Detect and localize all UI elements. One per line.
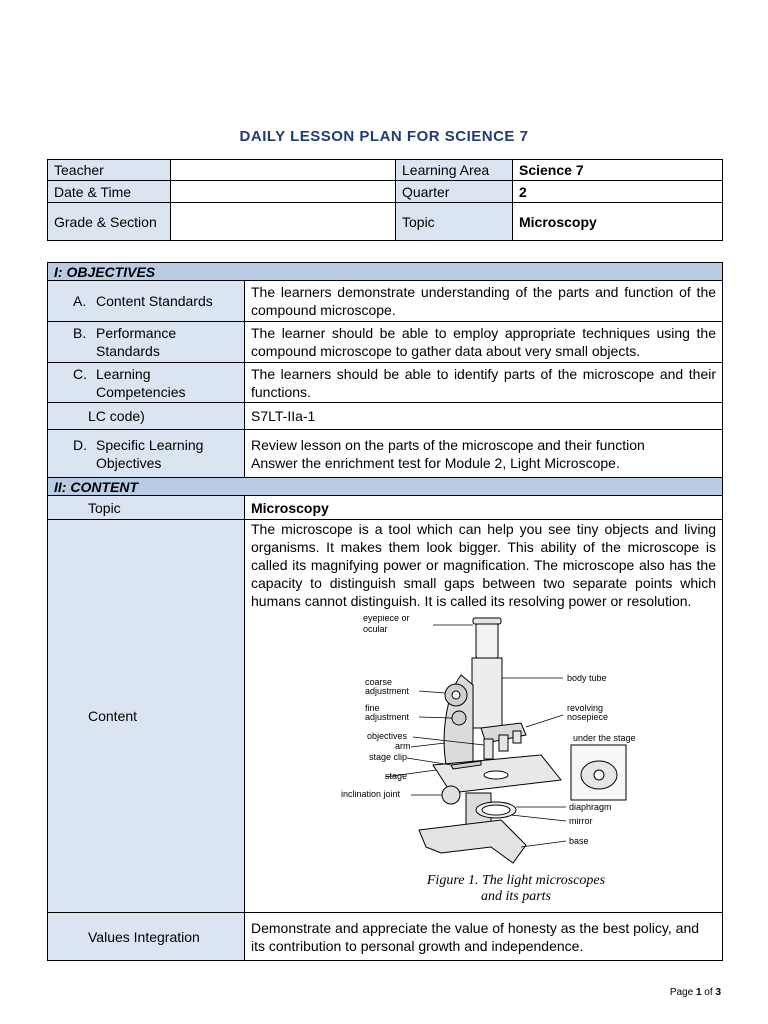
learning-area-label: Learning Area bbox=[396, 160, 513, 181]
label-inclination-joint: inclination joint bbox=[341, 789, 401, 799]
letter-a: A. bbox=[73, 293, 87, 309]
specific-objective-1: Review lesson on the parts of the microscope and their function bbox=[251, 436, 645, 453]
label-fine-2: adjustment bbox=[365, 712, 410, 722]
letter-d: D. bbox=[73, 436, 87, 453]
content-label: Content bbox=[48, 520, 245, 913]
teacher-label: Teacher bbox=[48, 160, 171, 181]
microscope-diagram bbox=[341, 615, 691, 870]
content-standards-text: The learners demonstrate understanding of the parts and function of the compound microscope. bbox=[245, 281, 723, 322]
specific-objectives-label-cell bbox=[48, 430, 245, 478]
label-coarse-1: coarse bbox=[365, 677, 393, 687]
label-stage-clip: stage clip bbox=[369, 752, 408, 762]
document-title: DAILY LESSON PLAN FOR SCIENCE 7 bbox=[239, 128, 529, 145]
content-topic-label: Topic bbox=[48, 496, 245, 520]
label-fine-1: fine bbox=[365, 703, 380, 713]
figure-caption-line-1: Figure 1. The light microscopes bbox=[426, 873, 606, 888]
content-cell bbox=[245, 520, 723, 913]
header-table bbox=[47, 159, 723, 241]
date-time-value bbox=[171, 181, 396, 203]
lc-code-value: S7LT-IIa-1 bbox=[245, 403, 723, 430]
label-ocular: ocular bbox=[363, 624, 388, 634]
learning-competencies-text: The learners should be able to identify parts of the microscope and their functions. bbox=[245, 363, 723, 403]
performance-standards-text: The learner should be able to employ appropriate techniques using the compound microscope to gather data about very small objects. bbox=[245, 322, 723, 363]
label-coarse-2: adjustment bbox=[365, 686, 410, 696]
values-integration-text: Demonstrate and appreciate the value of honesty as the best policy, and its contribution to personal growth and independence. bbox=[245, 913, 723, 961]
lesson-table bbox=[47, 262, 723, 961]
label-objectives: objectives bbox=[367, 731, 408, 741]
label-body-tube: body tube bbox=[567, 673, 607, 683]
page-mid: of bbox=[701, 987, 716, 998]
values-integration-label: Values Integration bbox=[48, 913, 245, 961]
microscope-figure bbox=[341, 615, 691, 910]
label-diaphragm: diaphragm bbox=[569, 802, 612, 812]
performance-standards-label: Performance Standards bbox=[96, 325, 177, 359]
content-topic-value: Microscopy bbox=[245, 496, 723, 520]
label-mirror: mirror bbox=[569, 816, 593, 826]
topic-label: Topic bbox=[396, 203, 513, 241]
label-revolving-2: nosepiece bbox=[567, 712, 609, 722]
learning-area-value: Science 7 bbox=[513, 160, 723, 181]
page-total: 3 bbox=[715, 987, 721, 998]
label-under-stage: under the stage bbox=[573, 733, 636, 743]
teacher-value bbox=[171, 160, 396, 181]
grade-section-label: Grade & Section bbox=[48, 203, 171, 241]
topic-value: Microscopy bbox=[513, 203, 723, 241]
objectives-section-header: I: OBJECTIVES bbox=[48, 263, 723, 281]
content-text: The microscope is a tool which can help you see tiny objects and living organisms. It makes them look bigger. This ability of the microscope is called its magnifying power or magnification. The microscope also has the capacity to distinguish small gaps between two separate points which humans cannot distinguish. It is called its resolving power or resolution. bbox=[251, 521, 717, 609]
specific-objectives-label: Specific Learning Objectives bbox=[96, 436, 204, 471]
learning-competencies-label-cell bbox=[48, 363, 245, 403]
lc-code-label: LC code) bbox=[48, 403, 245, 430]
label-arm: arm bbox=[395, 741, 411, 751]
content-standards-label-cell bbox=[48, 281, 245, 322]
specific-objective-2: Answer the enrichment test for Module 2, Light Microscope. bbox=[251, 454, 620, 471]
label-revolving-1: revolving bbox=[567, 703, 604, 713]
learning-competencies-label: Learning Competencies bbox=[96, 365, 186, 400]
quarter-value: 2 bbox=[513, 181, 723, 203]
page-footer bbox=[670, 987, 721, 998]
letter-b: B. bbox=[73, 325, 87, 341]
figure-caption-line-2: and its parts bbox=[480, 889, 551, 904]
quarter-label: Quarter bbox=[396, 181, 513, 203]
specific-objectives-text-cell bbox=[245, 430, 723, 478]
performance-standards-label-cell bbox=[48, 322, 245, 363]
page-number: 1 bbox=[695, 987, 702, 998]
label-eyepiece: eyepiece or bbox=[363, 615, 410, 623]
content-standards-label: Content Standards bbox=[96, 293, 213, 309]
page-prefix: Page bbox=[669, 987, 696, 998]
letter-c: C. bbox=[73, 365, 87, 382]
content-section-header: II: CONTENT bbox=[48, 478, 723, 496]
grade-section-value bbox=[171, 203, 396, 241]
date-time-label: Date & Time bbox=[48, 181, 171, 203]
label-base: base bbox=[569, 836, 589, 846]
label-stage: stage bbox=[385, 771, 408, 781]
